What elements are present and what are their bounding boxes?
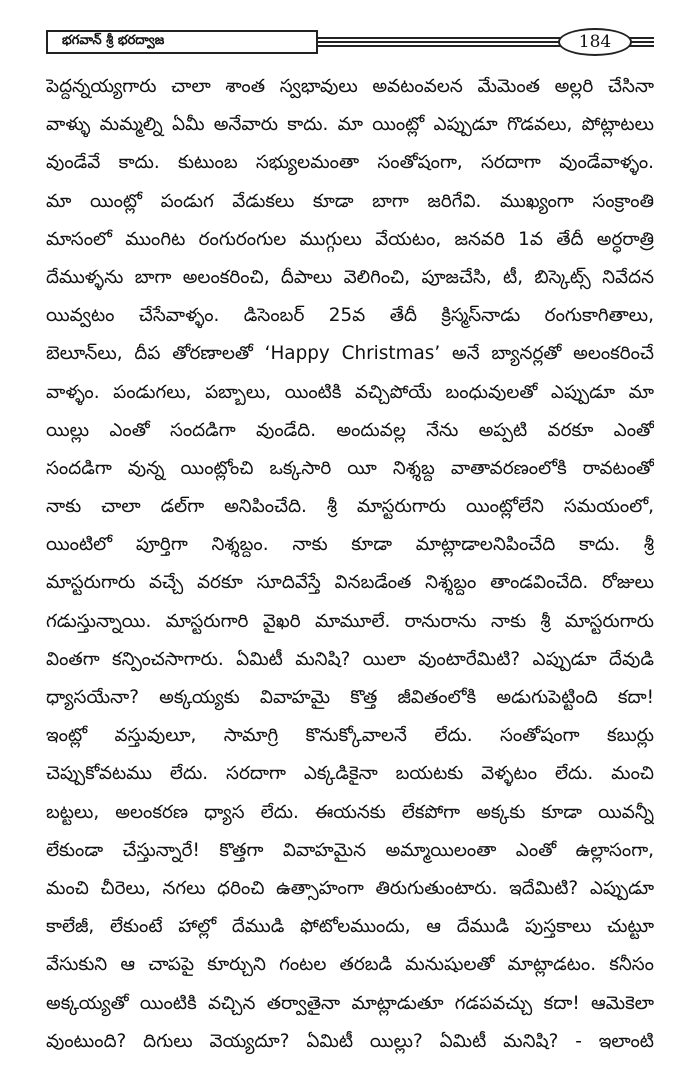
text-line: వుండేవే కాదు. కుటుంబ సభ్యులమంతా సంతోషంగా, సరదాగా వుండేవాళ్ళం. <box>46 152 654 174</box>
text-line: పెద్దన్నయ్యగారు చాలా శాంత స్వభావులు అవటంవలన మేమెంత అల్లరి చేసినా <box>46 76 654 97</box>
text-line: యిల్లు ఎంతో సందడిగా వుండేది. అందువల్ల నేను అప్పటి వరకూ ఎంతో <box>46 419 654 441</box>
text-line: వాళ్ళు మమ్మల్ని ఏమీ అనేవారు కాదు. మా యింట్లో ఎప్పుడూ గొడవలు, పోట్లాటలు <box>46 114 654 136</box>
text-line: ఇంట్లో వస్తువులూ, సామాగ్రి కొనుక్కోవాలనే లేదు. సంతోషంగా కబుర్లు <box>46 725 654 747</box>
text-line: బట్టలు, అలంకరణ ధ్యాస లేదు. ఈయనకు లేకపోగా అక్కకు కూడా యివన్నీ <box>46 801 654 823</box>
text-line: మాస్టరుగారు వచ్చే వరకూ సూదివేస్తే వినబడేంత నిశ్శబ్దం తాండవించేది. రోజులు <box>46 572 654 594</box>
page-number: 184 <box>558 28 632 56</box>
running-header <box>46 30 654 54</box>
text-line: గడుస్తున్నాయి. మాస్టరుగారి వైఖరి మామూలే. రానురాను నాకు శ్రీ మాస్టరుగారు <box>46 610 654 632</box>
text-line: వేసుకుని ఆ చాపపై కూర్చుని గంటల తరబడి మనుషులతో మాట్లాడటం. కనీసం <box>46 954 654 976</box>
text-line: మా యింట్లో పండుగ వేడుకలు కూడా బాగా జరిగేవి. ముఖ్యంగా సంక్రాంతి <box>46 190 654 212</box>
text-line: యివ్వటం చేసేవాళ్ళం. డిసెంబర్ 25వ తేదీ క్రిస్మస్‌నాడు రంగుకాగితాలు, <box>46 305 654 327</box>
text-line: బెలూన్‌లు, దీప తోరణాలతో ‘Happy Christmas’ అనే బ్యానర్లతో అలంకరించే <box>46 343 654 365</box>
text-line: ధ్యాసయేనా? అక్కయ్యకు వివాహమై కొత్త జీవితంలోకి అడుగుపెట్టింది కదా! <box>46 687 654 708</box>
text-line: లేకుండా చేస్తున్నారే! కొత్తగా వివాహమైన అమ్మాయిలంతా ఎంతో ఉల్లాసంగా, <box>46 839 654 861</box>
text-line: సందడిగా వున్న యింట్లోంచి ఒక్కసారి యీ నిశ్శబ్ద వాతావరణంలోకి రావటంతో <box>46 457 654 479</box>
text-line: దేముళ్ళను బాగా అలంకరించి, దీపాలు వెలిగించి, పూజచేసి, టీ, బిస్కెట్స్ నివేదన <box>46 266 654 288</box>
text-line: వుంటుంది? దిగులు వెయ్యదూ? ఏమిటీ యిల్లు? ఏమిటీ మనిషి? - ఇలాంటి <box>46 1030 654 1052</box>
text-line: మాసంలో ముంగిట రంగురంగుల ముగ్గులు వేయటం, జనవరి 1వ తేదీ అర్ధరాత్రి <box>46 228 654 250</box>
text-line: వాళ్ళం. పండుగలు, పబ్బాలు, యింటికి వచ్చిపోయే బంధువులతో ఎప్పుడూ మా <box>46 381 654 403</box>
text-line: యింటిలో పూర్తిగా నిశ్శబ్దం. నాకు కూడా మాట్లాడాలనిపించేది కాదు. శ్రీ <box>46 534 654 556</box>
text-line: వింతగా కన్పించసాగారు. ఏమిటీ మనిషి? యిలా వుంటారేమిటి? ఎప్పుడూ దేవుడి <box>46 648 654 670</box>
text-line: నాకు చాలా డల్‌గా అనిపించేది. శ్రీ మాస్టరుగారు యింట్లోలేని సమయంలో, <box>46 496 654 518</box>
text-line: చెప్పుకోవటము లేదు. సరదాగా ఎక్కడికైనా బయటకు వెళ్ళటం లేదు. మంచి <box>46 763 654 785</box>
text-line: కాలేజీ, లేకుంటే హాల్లో దేముడి ఫోటోలముందు, ఆ దేముడి పుస్తకాలు చుట్టూ <box>46 916 654 938</box>
header-title-box <box>46 30 318 54</box>
body-text <box>46 68 654 1061</box>
text-line: అక్కయ్యతో యింటికి వచ్చిన తర్వాతైనా మాట్లాడుతూ గడపవచ్చు కదా! ఆమెకెలా <box>46 992 654 1014</box>
book-title: భగవాన్ శ్రీ భరద్వాజ <box>62 33 165 48</box>
text-line: మంచి చీరెలు, నగలు ధరించి ఉత్సాహంగా తిరుగుతుంటారు. ఇదేమిటి? ఎప్పుడూ <box>46 877 654 899</box>
